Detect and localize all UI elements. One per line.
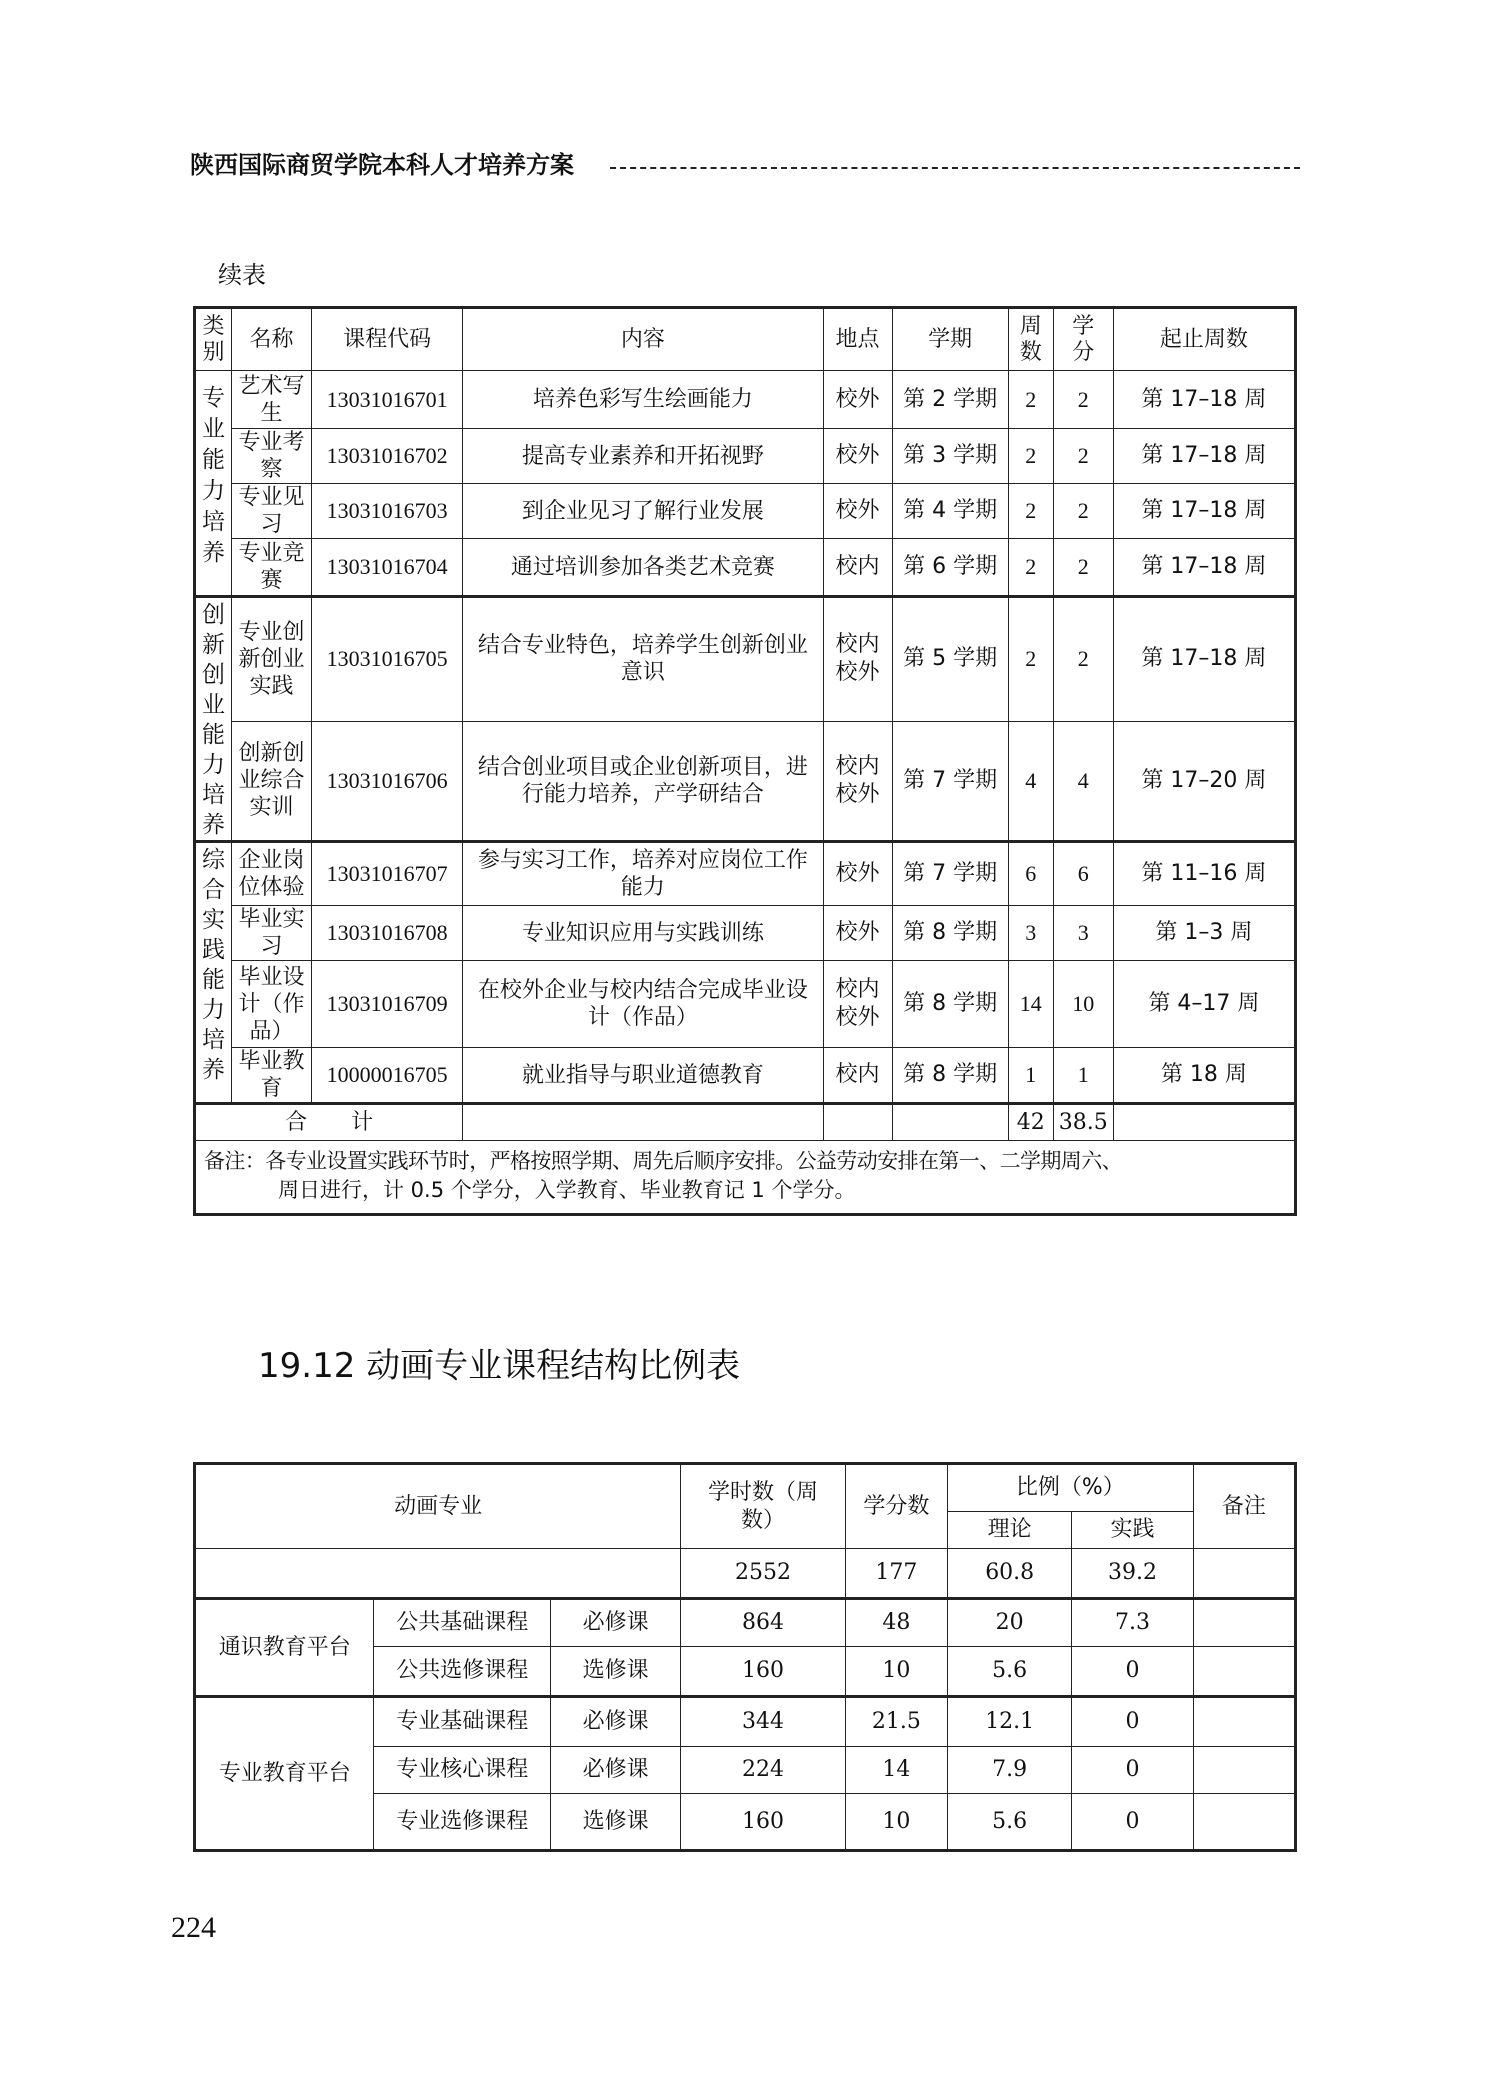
course-term: 第 2 学期: [892, 371, 1008, 429]
total-note: [1193, 1549, 1295, 1599]
col-name: 名称: [232, 308, 312, 371]
course-term: 第 4 学期: [892, 484, 1008, 539]
course-credit: 1: [1053, 1048, 1113, 1104]
table-note: [195, 1141, 1296, 1215]
course-name: 毕业设计（作品）: [232, 961, 312, 1048]
course-code: 13031016708: [312, 906, 463, 961]
course-credits: 21.5: [845, 1697, 947, 1747]
theory-ratio: 7.9: [948, 1747, 1072, 1794]
total-hours: 2552: [681, 1549, 845, 1599]
course-structure-table: [193, 1462, 1297, 1852]
table2-row: [195, 1697, 1296, 1747]
course-credit: 10: [1053, 961, 1113, 1048]
total-credits: 177: [845, 1549, 947, 1599]
course-weeks: 14: [1008, 961, 1053, 1048]
total-blank: [823, 1104, 892, 1141]
course-place: 校内 校外: [823, 961, 892, 1048]
course-place: 校外: [823, 371, 892, 429]
col-content: 内容: [463, 308, 823, 371]
course-credit: 2: [1053, 429, 1113, 484]
category-cell: 创新创业能力培养: [195, 597, 232, 842]
course-weeks: 2: [1008, 484, 1053, 539]
theory-ratio: 5.6: [948, 1794, 1072, 1851]
platform-name: 专业教育平台: [195, 1697, 374, 1851]
course-place: 校内 校外: [823, 721, 892, 841]
course-period: 第 17–18 周: [1113, 371, 1295, 429]
col-credit: 学 分: [1053, 308, 1113, 371]
course-content: 就业指导与职业道德教育: [463, 1048, 823, 1104]
course-name: 毕业教育: [232, 1048, 312, 1104]
course-code: 13031016705: [312, 597, 463, 722]
course-credits: 10: [845, 1794, 947, 1851]
course-code: 13031016703: [312, 484, 463, 539]
practice-ratio: 0: [1072, 1794, 1193, 1851]
course-hours: 224: [681, 1747, 845, 1794]
running-header: [190, 145, 1300, 185]
total-weeks: 42: [1008, 1104, 1053, 1141]
course-code: 10000016705: [312, 1048, 463, 1104]
practice-ratio: 0: [1072, 1647, 1193, 1697]
course-content: 通过培训参加各类艺术竞赛: [463, 539, 823, 597]
course-name: 创新创业综合实训: [232, 721, 312, 841]
course-term: 第 3 学期: [892, 429, 1008, 484]
practice-schedule-table: [193, 306, 1297, 1216]
course-hours: 864: [681, 1599, 845, 1647]
course-type: 选修课: [550, 1794, 680, 1851]
course-credit: 4: [1053, 721, 1113, 841]
course-name: 毕业实习: [232, 906, 312, 961]
course-term: 第 5 学期: [892, 597, 1008, 722]
table-row: [195, 429, 1296, 484]
total-blank: [1113, 1104, 1295, 1141]
table2-row: [195, 1599, 1296, 1647]
practice-ratio: 0: [1072, 1747, 1193, 1794]
table-row: [195, 597, 1296, 722]
row-note: [1193, 1697, 1295, 1747]
practice-ratio: 0: [1072, 1697, 1193, 1747]
course-content: 结合专业特色，培养学生创新创业意识: [463, 597, 823, 722]
total-credit: 38.5: [1053, 1104, 1113, 1141]
row-note: [1193, 1599, 1295, 1647]
header-practice: 实践: [1072, 1512, 1193, 1549]
course-code: 13031016706: [312, 721, 463, 841]
header-hours: 学时数（周数）: [681, 1464, 845, 1549]
course-type: 必修课: [550, 1697, 680, 1747]
table-row: [195, 961, 1296, 1048]
course-weeks: 2: [1008, 539, 1053, 597]
course-code: 13031016707: [312, 842, 463, 906]
course-period: 第 17–20 周: [1113, 721, 1295, 841]
table-row: [195, 484, 1296, 539]
row-note: [1193, 1647, 1295, 1697]
col-category: 类 别: [195, 308, 232, 371]
course-type: 选修课: [550, 1647, 680, 1697]
course-weeks: 4: [1008, 721, 1053, 841]
course-credit: 2: [1053, 371, 1113, 429]
table-header-row: [195, 308, 1296, 371]
section-title: 19.12 动画专业课程结构比例表: [258, 1346, 741, 1386]
total-blank: [463, 1104, 823, 1141]
course-code: 13031016709: [312, 961, 463, 1048]
table-row: [195, 842, 1296, 906]
total-practice: 39.2: [1072, 1549, 1193, 1599]
table-row: [195, 371, 1296, 429]
header-note: 备注: [1193, 1464, 1295, 1549]
table-row: [195, 906, 1296, 961]
header-title: 陕西国际商贸学院本科人才培养方案: [190, 151, 574, 179]
note-line-1: 备注：各专业设置实践环节时，严格按照学期、周先后顺序安排。公益劳动安排在第一、二学期周六、: [204, 1149, 1122, 1173]
table-row: [195, 721, 1296, 841]
course-category: 专业核心课程: [374, 1747, 550, 1794]
course-period: 第 18 周: [1113, 1048, 1295, 1104]
course-credit: 6: [1053, 842, 1113, 906]
category-cell: 专业能力培养: [195, 371, 232, 597]
course-place: 校外: [823, 429, 892, 484]
course-category: 公共选修课程: [374, 1647, 550, 1697]
course-type: 必修课: [550, 1747, 680, 1794]
theory-ratio: 20: [948, 1599, 1072, 1647]
course-weeks: 1: [1008, 1048, 1053, 1104]
table-total-row: [195, 1104, 1296, 1141]
category-cell: 综合实践能力培养: [195, 842, 232, 1104]
course-place: 校外: [823, 906, 892, 961]
table-continued-caption: 续表: [218, 261, 266, 289]
page-number: 224: [171, 1911, 216, 1944]
theory-ratio: 12.1: [948, 1697, 1072, 1747]
course-content: 在校外企业与校内结合完成毕业设计（作品）: [463, 961, 823, 1048]
course-place: 校内: [823, 1048, 892, 1104]
course-name: 专业考察: [232, 429, 312, 484]
course-name: 专业竞赛: [232, 539, 312, 597]
course-term: 第 7 学期: [892, 842, 1008, 906]
course-content: 专业知识应用与实践训练: [463, 906, 823, 961]
course-credits: 48: [845, 1599, 947, 1647]
practice-ratio: 7.3: [1072, 1599, 1193, 1647]
table2-header-row: [195, 1464, 1296, 1512]
course-credits: 14: [845, 1747, 947, 1794]
course-term: 第 7 学期: [892, 721, 1008, 841]
course-content: 结合创业项目或企业创新项目，进行能力培养，产学研结合: [463, 721, 823, 841]
course-code: 13031016702: [312, 429, 463, 484]
course-period: 第 17–18 周: [1113, 539, 1295, 597]
course-term: 第 6 学期: [892, 539, 1008, 597]
course-name: 专业创新创业实践: [232, 597, 312, 722]
course-term: 第 8 学期: [892, 1048, 1008, 1104]
col-weeks: 周 数: [1008, 308, 1053, 371]
course-period: 第 17–18 周: [1113, 484, 1295, 539]
total-blank: [892, 1104, 1008, 1141]
course-category: 公共基础课程: [374, 1599, 550, 1647]
course-place: 校内: [823, 539, 892, 597]
course-credits: 10: [845, 1647, 947, 1697]
theory-ratio: 5.6: [948, 1647, 1072, 1697]
course-place: 校外: [823, 484, 892, 539]
course-hours: 344: [681, 1697, 845, 1747]
course-category: 专业基础课程: [374, 1697, 550, 1747]
course-credit: 2: [1053, 539, 1113, 597]
totals-blank-cell: [195, 1549, 681, 1599]
header-credits: 学分数: [845, 1464, 947, 1549]
col-term: 学期: [892, 308, 1008, 371]
total-label: 合 计: [195, 1104, 463, 1141]
course-category: 专业选修课程: [374, 1794, 550, 1851]
course-term: 第 8 学期: [892, 906, 1008, 961]
table2-totals-row: [195, 1549, 1296, 1599]
course-weeks: 6: [1008, 842, 1053, 906]
course-credit: 2: [1053, 597, 1113, 722]
course-content: 提高专业素养和开拓视野: [463, 429, 823, 484]
table-note-row: [195, 1141, 1296, 1215]
course-weeks: 2: [1008, 429, 1053, 484]
course-name: 专业见习: [232, 484, 312, 539]
col-period: 起止周数: [1113, 308, 1295, 371]
row-note: [1193, 1794, 1295, 1851]
header-dashed-rule: [610, 167, 1300, 169]
course-type: 必修课: [550, 1599, 680, 1647]
note-line-2: 周日进行，计 0.5 个学分，入学教育、毕业教育记 1 个学分。: [278, 1178, 856, 1202]
total-theory: 60.8: [948, 1549, 1072, 1599]
course-credit: 3: [1053, 906, 1113, 961]
course-period: 第 1–3 周: [1113, 906, 1295, 961]
course-weeks: 3: [1008, 906, 1053, 961]
course-period: 第 4–17 周: [1113, 961, 1295, 1048]
course-content: 培养色彩写生绘画能力: [463, 371, 823, 429]
course-place: 校外: [823, 842, 892, 906]
course-name: 企业岗位体验: [232, 842, 312, 906]
course-period: 第 17–18 周: [1113, 429, 1295, 484]
course-code: 13031016704: [312, 539, 463, 597]
major-name: 动画专业: [195, 1464, 681, 1549]
col-place: 地点: [823, 308, 892, 371]
course-content: 参与实习工作，培养对应岗位工作能力: [463, 842, 823, 906]
course-place: 校内 校外: [823, 597, 892, 722]
course-code: 13031016701: [312, 371, 463, 429]
header-theory: 理论: [948, 1512, 1072, 1549]
course-weeks: 2: [1008, 371, 1053, 429]
table-row: [195, 1048, 1296, 1104]
course-name: 艺术写生: [232, 371, 312, 429]
platform-name: 通识教育平台: [195, 1599, 374, 1697]
course-credit: 2: [1053, 484, 1113, 539]
course-term: 第 8 学期: [892, 961, 1008, 1048]
course-weeks: 2: [1008, 597, 1053, 722]
table-row: [195, 539, 1296, 597]
course-period: 第 11–16 周: [1113, 842, 1295, 906]
course-content: 到企业见习了解行业发展: [463, 484, 823, 539]
course-period: 第 17–18 周: [1113, 597, 1295, 722]
row-note: [1193, 1747, 1295, 1794]
course-hours: 160: [681, 1647, 845, 1697]
header-ratio: 比例（%）: [948, 1464, 1194, 1512]
col-code: 课程代码: [312, 308, 463, 371]
course-hours: 160: [681, 1794, 845, 1851]
